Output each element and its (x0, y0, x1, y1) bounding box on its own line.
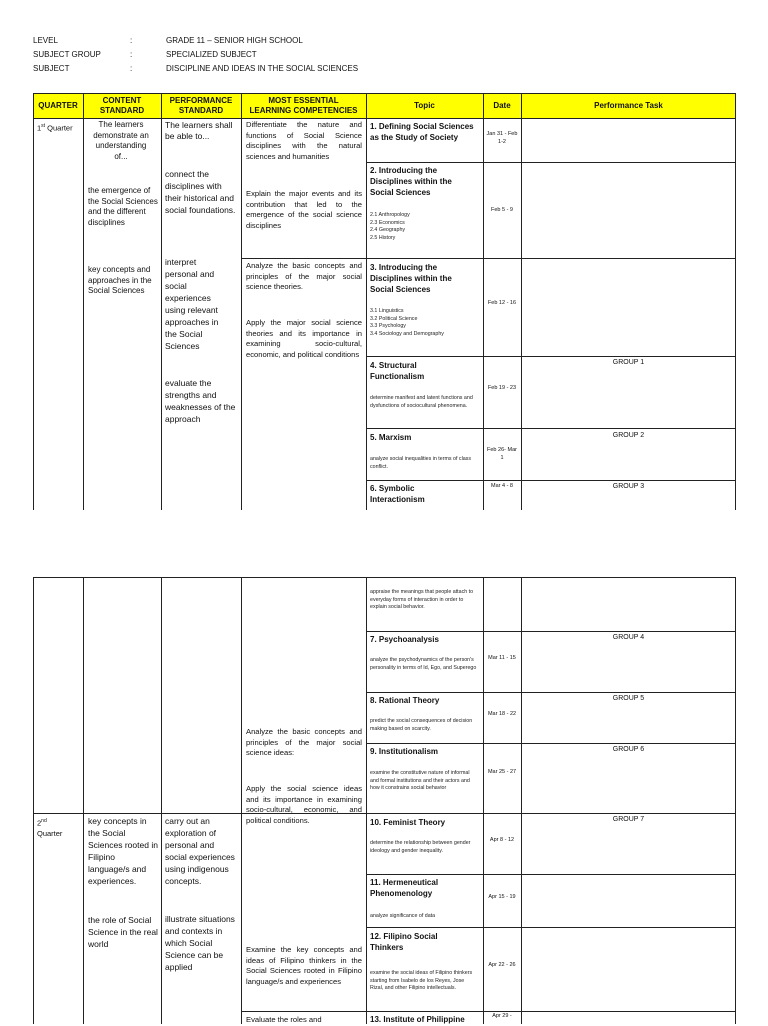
header-content-standard (83, 96, 161, 116)
row-divider (366, 874, 736, 875)
column-divider (161, 93, 162, 510)
header-row-subject-group (33, 48, 358, 62)
date-text: Apr 15 - 19 (488, 894, 516, 900)
quarter-label (37, 121, 83, 134)
table-border (33, 577, 34, 1024)
row-divider (366, 743, 736, 744)
melc-text: Evaluate the roles and (246, 1015, 322, 1024)
column-divider (521, 93, 522, 510)
header-text: MOST ESSENTIAL (268, 96, 339, 105)
header-separator: : (130, 36, 133, 45)
header-separator: : (130, 50, 133, 59)
column-divider (366, 577, 367, 1024)
performance-standard-text: illustrate situations and contexts in which Social Science can be applied (165, 914, 235, 972)
header-date: Date (493, 101, 511, 110)
topic-detail: analyze social inequalities in terms of class conflict. (370, 456, 471, 470)
melc-text: Apply the social science ideas and its importance in examining socio-cultural, economic, and political conditions. (246, 784, 362, 825)
topic-detail: appraise the meanings that people attach to everyday forms of interaction in order to explain social behavior. (370, 589, 474, 611)
quarter-word: Quarter (37, 829, 63, 838)
topic-detail: examine the social ideas of Filipino thinkers starting from Isabelo de los Reyes, Jose Rizal, and other Filipino intellectuals. (370, 970, 473, 992)
column-divider (161, 577, 162, 1024)
topic-detail: 3.1 Linguistics 3.2 Political Science 3.3 Psychology 3.4 Sociology and Demography (370, 308, 444, 337)
performance-standard-text: interpret personal and social experiences using relevant approaches in the Social Sciences (165, 257, 219, 351)
date-text: Jan 31 - Feb 1-2 (486, 131, 518, 145)
topic-title: 8. Rational Theory (370, 696, 440, 705)
performance-task-text: GROUP 7 (612, 816, 645, 823)
column-divider (241, 93, 242, 510)
quarter-number: 2 (37, 818, 42, 828)
document-header (33, 34, 358, 76)
topic-title: 3. Introducing the Disciplines within the Social Sciences (370, 263, 452, 294)
header-label: SUBJECT (33, 64, 70, 73)
header-melc (241, 96, 366, 116)
header-topic: Topic (414, 101, 435, 110)
table-border (33, 93, 736, 94)
row-divider (366, 692, 736, 693)
column-divider (521, 577, 522, 1024)
topic-title: 5. Marxism (370, 433, 412, 442)
performance-task-text: GROUP 4 (612, 634, 645, 641)
topic-detail: 2.1 Anthropology 2.3 Economics 2.4 Geography 2.5 History (370, 212, 410, 241)
date-text: Mar 18 - 22 (487, 711, 517, 717)
topic-title: 2. Introducing the Disciplines within the Social Sciences (370, 166, 452, 197)
performance-task-text: GROUP 6 (612, 746, 645, 753)
topic-title: 4. Structural Functionalism (370, 361, 425, 381)
header-performance-standard (161, 96, 241, 116)
row-divider (366, 428, 736, 429)
performance-standard-text: carry out an exploration of personal and social experiences using indigenous concepts. (165, 816, 235, 886)
date-text: Feb 26- Mar 1 (487, 447, 517, 461)
content-standard-text: key concepts in the Social Sciences rooted in Filipino language/s and experiences. (88, 816, 158, 886)
topic-detail: predict the social consequences of decision making based on scarcity. (370, 718, 473, 732)
content-standard-text: the emergence of the Social Sciences and the different disciplines (88, 186, 158, 227)
melc-text: Analyze the basic concepts and principles of the major social science theories. (246, 261, 362, 291)
topic-detail: determine the relationship between gender ideology and gender inequality. (370, 840, 471, 854)
header-text: PERFORMANCE (169, 96, 233, 105)
topic-detail: examine the constitutive nature of informal and formal institutions and their actors and how it constrains social behavior (370, 770, 470, 792)
header-text: STANDARD (178, 106, 224, 115)
row-divider (366, 480, 736, 481)
topic-detail: determine manifest and latent functions and dysfunctions of sociocultural phenomena. (370, 395, 473, 409)
performance-task-text: GROUP 1 (612, 359, 645, 366)
topic-title: 1. Defining Social Sciences as the Study of Society (370, 122, 474, 142)
performance-standard-text: The learners shall be able to... (165, 120, 233, 141)
quarter-number: 1 (37, 123, 42, 133)
header-value: GRADE 11 – SENIOR HIGH SCHOOL (166, 36, 303, 45)
row-divider (366, 927, 736, 928)
topic-detail: analyze the psychodynamics of the person's personality in terms of Id, Ego, and Superego (370, 657, 477, 671)
topic-detail: analyze significance of data (370, 913, 436, 919)
topic-title: 13. Institute of Philippine (370, 1015, 465, 1024)
content-standard-text: key concepts and approaches in the Social Sciences (88, 265, 152, 295)
header-separator: : (130, 64, 133, 73)
date-text: Apr 22 - 26 (488, 962, 516, 968)
row-divider (366, 356, 736, 357)
topic-title: 12. Filipino Social Thinkers (370, 932, 438, 952)
topic-title: 10. Feminist Theory (370, 818, 446, 827)
column-divider (366, 93, 367, 510)
date-text: Mar 25 - 27 (487, 769, 517, 775)
column-divider (33, 93, 34, 510)
header-performance-task: Performance Task (594, 101, 663, 110)
column-divider (83, 93, 84, 510)
table-border (33, 577, 736, 578)
row-divider (241, 1011, 736, 1012)
performance-standard-text: evaluate the strengths and weaknesses of the approach (165, 378, 236, 424)
quarter-label (37, 816, 81, 840)
table-border (735, 577, 736, 1024)
date-text: Feb 19 - 23 (487, 385, 517, 391)
date-text: Apr 8 - 12 (489, 837, 515, 843)
row-divider (366, 631, 736, 632)
header-quarter: QUARTER (38, 101, 78, 110)
date-text: Feb 5 - 9 (490, 207, 513, 213)
column-divider (83, 577, 84, 1024)
performance-standard-text: connect the disciplines with their historical and social foundations. (165, 169, 236, 215)
quarter-word: Quarter (45, 123, 73, 133)
performance-task-text: GROUP 3 (612, 483, 645, 490)
header-text: LEARNING COMPETENCIES (249, 106, 358, 115)
melc-text: Explain the major events and its contribution that led to the emergence of the social science disciplines (246, 189, 362, 230)
header-value: DISCIPLINE AND IDEAS IN THE SOCIAL SCIENCES (166, 64, 359, 73)
quarter-suffix: st (41, 123, 46, 129)
header-label: LEVEL (33, 36, 58, 45)
date-text: Mar 4 - 8 (490, 483, 513, 489)
performance-task-text: GROUP 5 (612, 695, 645, 702)
row-divider (33, 813, 736, 814)
content-standard-text: the role of Social Science in the real world (88, 915, 158, 949)
melc-text: Analyze the basic concepts and principles of the major social science ideas: (246, 727, 362, 757)
topic-title: 9. Institutionalism (370, 747, 439, 756)
date-text: Feb 12 - 16 (487, 300, 517, 306)
table-border (33, 118, 736, 119)
header-text: CONTENT (102, 96, 142, 105)
header-row-level (33, 34, 358, 48)
date-text: Apr 29 - (492, 1013, 512, 1019)
melc-text: Apply the major social science theories and its importance in examining socio-cultural, economic, and political conditions (246, 318, 362, 359)
content-standard-text: The learners demonstrate an understanding of... (93, 120, 149, 161)
performance-task-text: GROUP 2 (612, 432, 645, 439)
melc-text: Differentiate the nature and functions of Social Science disciplines with the natural sciences and humanities (246, 120, 362, 161)
topic-title: 6. Symbolic Interactionism (370, 484, 425, 504)
melc-text: Examine the key concepts and ideas of Filipino thinkers in the Social Sciences rooted in Filipino language/s and experiences (246, 945, 362, 986)
column-divider (241, 577, 242, 1024)
row-divider (366, 162, 736, 163)
column-divider (483, 577, 484, 1024)
table-border (735, 93, 736, 510)
header-row-subject (33, 62, 358, 76)
row-divider (241, 258, 736, 259)
topic-title: 7. Psychoanalysis (370, 635, 439, 644)
date-text: Mar 11 - 15 (488, 655, 516, 661)
header-value: SPECIALIZED SUBJECT (166, 50, 257, 59)
column-divider (483, 93, 484, 510)
header-text: STANDARD (99, 106, 145, 115)
topic-title: 11. Hermeneutical Phenomenology (370, 878, 439, 898)
quarter-suffix: nd (41, 818, 47, 824)
header-label: SUBJECT GROUP (33, 50, 101, 59)
